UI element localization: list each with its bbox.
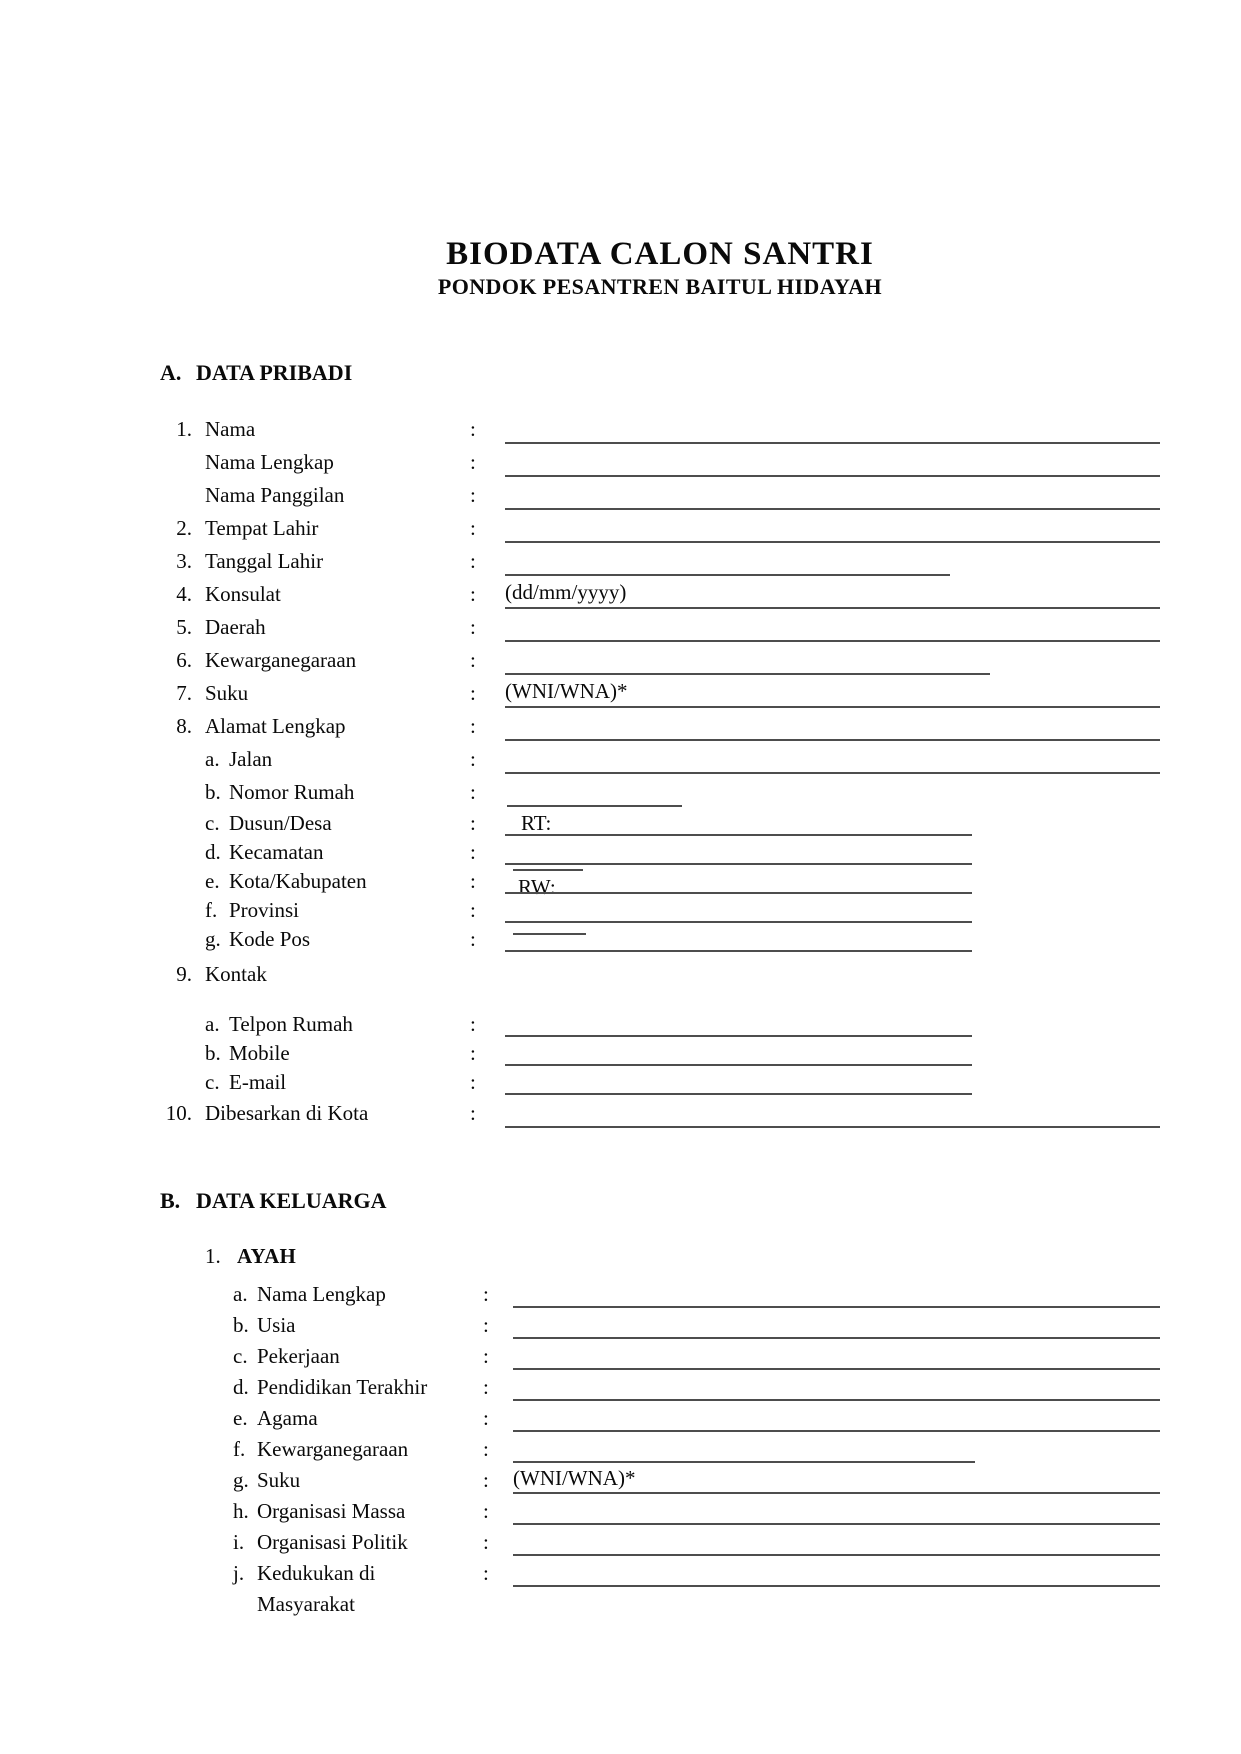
section-data-keluarga [160,1186,1160,1620]
section-data-pribadi [160,358,1160,1130]
field-value-area [505,809,1160,838]
colon [470,954,505,994]
item-label-cell [205,867,470,896]
form-row [160,413,1160,446]
item-label-cell [205,1039,470,1068]
item-number: 1. [176,417,192,441]
field-value-area [505,838,1160,867]
colon: : [470,780,476,804]
field-value-area [505,413,1160,446]
form-row [160,867,1160,896]
item-label-cell [233,1558,483,1589]
item-label: Tanggal Lahir [205,549,324,573]
colon: : [470,747,476,771]
form-row [160,1068,1160,1097]
item-label: Suku [205,681,249,705]
form-row [160,578,1160,611]
item-label: Nama Panggilan [205,483,345,507]
item-label: Organisasi Massa [257,1499,406,1523]
field-value-area [513,1372,1160,1403]
field-value-area [505,925,1160,954]
item-letter: c. [205,811,220,835]
form-row [160,1496,1160,1527]
blank-line [505,677,1160,708]
item-label-cell [205,710,470,743]
item-number: 4. [176,582,192,606]
item-letter: c. [205,1070,220,1094]
item-letter: a. [233,1282,248,1306]
item-label-cell [233,1434,483,1465]
blank-line [505,512,1160,543]
item-label: Nama Lengkap [257,1282,386,1306]
section-title: DATA KELUARGA [196,1188,387,1213]
subsection-rows [160,1279,1160,1620]
blank-line [505,1010,972,1037]
item-label-cell [205,644,470,677]
item-label: Kewarganegaraan [205,648,357,672]
form-row [160,1372,1160,1403]
form-row [160,1341,1160,1372]
item-number [160,1527,233,1558]
item-label-cell [205,896,470,925]
item-label-cell [233,1279,483,1310]
form-row [160,446,1160,479]
item-label-cell [205,446,470,479]
item-number [160,1496,233,1527]
item-label: Dibesarkan di Kota [205,1101,369,1125]
item-number [160,838,205,867]
colon: : [483,1561,489,1585]
section-letter: A. [160,360,182,385]
section-heading [160,1186,1160,1216]
form-row [160,1039,1160,1068]
item-label-cell [205,954,470,994]
colon: : [470,898,476,922]
blank-line [505,578,1160,609]
item-label-cell [233,1527,483,1558]
item-label: Pekerjaan [257,1344,340,1368]
field-value-area [505,1068,1160,1097]
item-letter: f. [233,1437,246,1461]
colon: : [470,1101,476,1125]
form-body [160,358,1160,1620]
item-label-cell [205,677,470,710]
field-value-area [505,896,1160,925]
section-letter: B. [160,1188,181,1213]
colon: : [470,450,476,474]
item-label: Kode Pos [229,927,311,951]
field-value-area [513,1310,1160,1341]
field-value-area [505,867,1160,896]
blank-line [505,611,1160,642]
form-row [160,925,1160,954]
item-number [160,1341,233,1372]
colon: : [470,648,476,672]
form-row [160,479,1160,512]
item-label-cell [205,479,470,512]
colon: : [483,1313,489,1337]
rt-label: RT: [521,811,552,835]
item-label-cell [205,578,470,611]
item-letter: g. [205,927,221,951]
title-block [160,236,1160,302]
item-letter: c. [233,1344,248,1368]
field-value-area [513,1465,1160,1496]
item-label: Alamat Lengkap [205,714,346,738]
item-letter: b. [205,1041,221,1065]
colon: : [470,516,476,540]
blank-line [505,809,972,836]
item-number: 5. [176,615,192,639]
item-label: Nama [205,417,256,441]
blank-line [505,413,1160,444]
colon: : [483,1530,489,1554]
item-label: Agama [257,1406,318,1430]
item-letter: d. [233,1375,249,1399]
item-label-cell [233,1341,483,1372]
blank-line [513,1372,1160,1401]
item-label: Telpon Rumah [229,1012,353,1036]
item-letter: d. [205,840,221,864]
subsection-title: AYAH [237,1244,297,1268]
item-label: Kota/Kabupaten [229,869,367,893]
field-value-area [505,1010,1160,1039]
item-letter: e. [233,1406,248,1430]
colon: : [483,1499,489,1523]
item-label-cell [205,512,470,545]
item-label-cell [205,413,470,446]
item-label-cell [233,1372,483,1403]
item-number [160,1279,233,1310]
form-row [160,1010,1160,1039]
item-number [160,925,205,954]
item-label: Provinsi [229,898,300,922]
colon: : [470,840,476,864]
field-value-area [513,1434,1160,1490]
item-label-cell [233,1403,483,1434]
field-value-area [513,1496,1160,1527]
blank-line [505,838,972,865]
field-value-area [505,954,1160,994]
colon: : [483,1375,489,1399]
item-label-cell [205,809,470,838]
item-number [160,1465,233,1496]
item-number [160,867,205,896]
blank-line [505,743,1160,774]
field-value-area [513,1403,1160,1434]
item-label-cell [233,1465,483,1496]
colon: : [470,483,476,507]
blank-line [505,710,1160,741]
field-value-area [505,578,1160,611]
form-row [160,954,1160,994]
item-label: Konsulat [205,582,281,606]
colon: : [470,615,476,639]
field-value-area [505,545,1160,604]
form-row [160,512,1160,545]
field-suffix: (WNI/WNA)* [513,1466,636,1490]
blank-line [513,1341,1160,1370]
colon: : [483,1282,489,1306]
blank-line [513,1558,1160,1587]
field-value-area [505,479,1160,512]
blank-line [505,1039,972,1066]
blank-line [507,776,682,807]
field-value-area [505,743,1160,776]
item-number [160,1068,205,1097]
colon: : [470,1012,476,1036]
colon: : [483,1437,489,1461]
item-label-cell [205,1097,470,1130]
item-number [160,479,205,512]
item-label-cell [205,743,470,776]
item-number [160,809,205,838]
blank-line [505,545,950,576]
form-row [160,1097,1160,1130]
item-label-cell [205,925,470,954]
form-row [160,1527,1160,1558]
field-suffix: (WNI/WNA)* [505,679,628,703]
item-label: Tempat Lahir [205,516,319,540]
blank-line [505,1097,1160,1128]
blank-line [505,896,972,923]
field-value-area [513,1558,1160,1589]
colon: : [470,927,476,951]
blank-line [513,1527,1160,1556]
item-label-cell [205,611,470,644]
field-value-area [505,710,1160,743]
item-label-cell [205,1010,470,1039]
blank-line [513,1279,1160,1308]
item-label: Suku [257,1468,301,1492]
form-row [160,677,1160,710]
item-label-cell [205,838,470,867]
item-number [160,1403,233,1434]
form-row [160,1279,1160,1310]
field-value-area [505,644,1160,703]
item-label-cell [205,1068,470,1097]
form-title: BIODATA CALON SANTRI [446,236,874,272]
item-label-cell [205,776,470,809]
item-number [160,1434,233,1465]
form-row [160,896,1160,925]
blank-line [513,1434,975,1463]
item-label-cell [233,1496,483,1527]
item-letter: b. [233,1313,249,1337]
blank-line [505,644,990,675]
field-value-area [505,446,1160,479]
colon: : [483,1468,489,1492]
item-label: Kontak [205,962,267,986]
form-row [160,1465,1160,1496]
field-suffix: (dd/mm/yyyy) [505,580,627,604]
colon: : [470,681,476,705]
form-row [160,1403,1160,1434]
form-row [160,710,1160,743]
item-letter: g. [233,1468,249,1492]
form-row-continuation [160,1589,1160,1620]
colon: : [470,869,476,893]
colon: : [470,1070,476,1094]
form-row [160,743,1160,776]
form-row [160,611,1160,644]
item-number [160,743,205,776]
item-letter: a. [205,1012,220,1036]
field-value-area [505,1039,1160,1068]
form-row [160,809,1160,838]
item-label-line2: Masyarakat [257,1592,355,1616]
item-label-cell [205,545,470,578]
item-number [160,1589,233,1620]
blank-line [505,479,1160,510]
field-value-area [505,677,1160,710]
colon: : [470,549,476,573]
item-number [160,896,205,925]
field-value-area [505,512,1160,545]
item-label: E-mail [229,1070,287,1094]
form-row [160,1310,1160,1341]
blank-line [513,1465,1160,1494]
item-label-cell [233,1310,483,1341]
item-number [160,1310,233,1341]
blank-line [505,867,972,894]
blank-line [505,925,972,952]
field-value-area [505,1097,1160,1130]
field-value-area [505,611,1160,644]
item-number: 10. [165,1101,192,1125]
colon: : [470,417,476,441]
item-label: Usia [257,1313,296,1337]
item-number [160,1039,205,1068]
item-label: Nomor Rumah [229,780,355,804]
colon: : [470,714,476,738]
colon: : [483,1344,489,1368]
field-value-area [513,1527,1160,1558]
item-label: Dusun/Desa [229,811,332,835]
item-label: Kewarganegaraan [257,1437,409,1461]
section-title: DATA PRIBADI [196,360,353,385]
section-rows [160,413,1160,1130]
item-label: Pendidikan Terakhir [257,1375,428,1399]
item-letter: j. [233,1561,245,1585]
rw-label: RW: [518,875,556,899]
item-letter: b. [205,780,221,804]
field-value-area [513,1341,1160,1372]
item-number: 9. [176,962,192,986]
item-letter: h. [233,1499,249,1523]
form-row [160,838,1160,867]
item-label: Daerah [205,615,266,639]
item-label: Mobile [229,1041,290,1065]
colon: : [470,1041,476,1065]
blank-line [513,1310,1160,1339]
item-letter: i. [233,1530,245,1554]
item-label: Kecamatan [229,840,324,864]
section-heading [160,358,1160,388]
field-value-area [513,1279,1160,1310]
form-subtitle: PONDOK PESANTREN BAITUL HIDAYAH [437,274,883,299]
item-number [160,1558,233,1589]
subsection-heading [160,1241,1160,1271]
item-label: Kedukukan di [257,1561,376,1585]
item-number [160,446,205,479]
item-letter: f. [205,898,218,922]
item-number: 8. [176,714,192,738]
colon: : [483,1406,489,1430]
subsection-number: 1. [205,1244,221,1268]
form-row [160,1558,1160,1589]
item-label: Organisasi Politik [257,1530,408,1554]
blank-line [505,446,1160,477]
item-number [160,776,205,809]
colon: : [470,582,476,606]
item-letter: a. [205,747,220,771]
item-number [160,1372,233,1403]
item-number: 3. [176,549,192,573]
item-label: Nama Lengkap [205,450,334,474]
colon: : [470,811,476,835]
item-label: Jalan [229,747,273,771]
item-number [160,1010,205,1039]
item-letter: e. [205,869,220,893]
field-value-area [505,776,1160,899]
item-label-cell [233,1589,483,1620]
item-number: 2. [176,516,192,540]
blank-line [513,1403,1160,1432]
blank-line [505,1068,972,1095]
blank-line [513,1496,1160,1525]
item-number: 6. [176,648,192,672]
item-number: 7. [176,681,192,705]
